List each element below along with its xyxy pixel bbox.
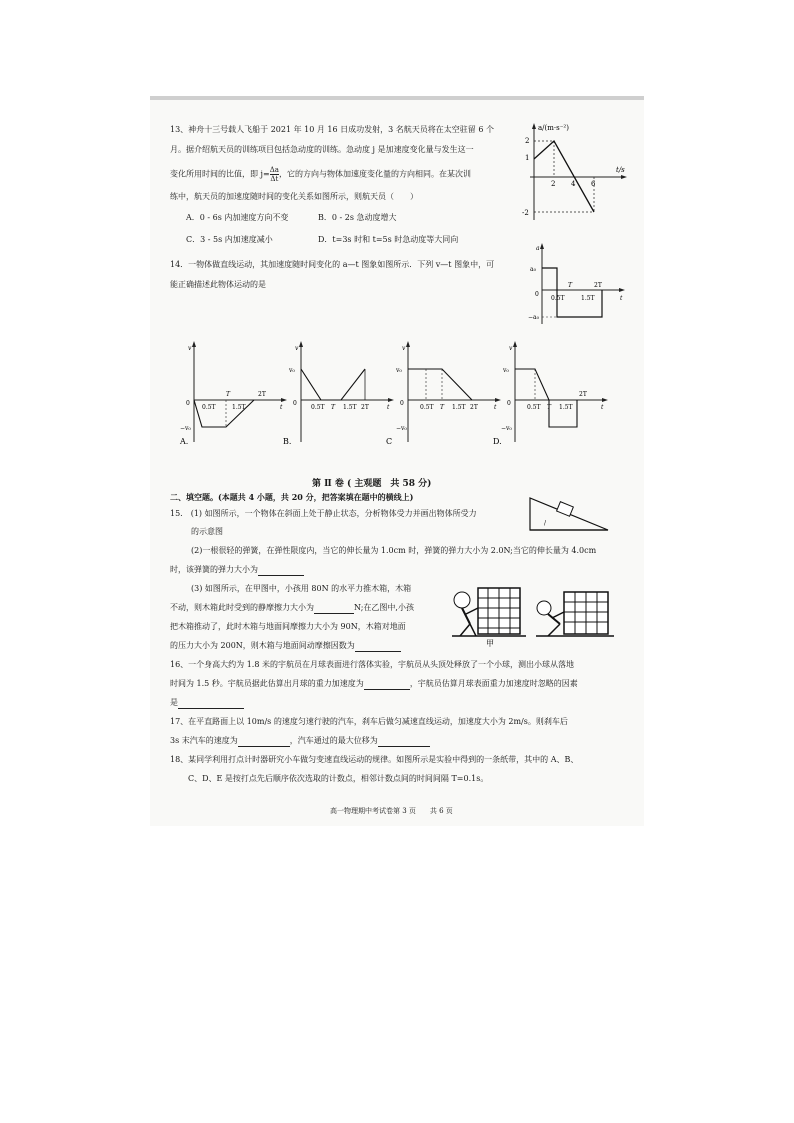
svg-text:t: t [387, 404, 390, 411]
x-axis-arrow [621, 175, 627, 179]
boy-pushing-crate-jia [452, 588, 526, 648]
svg-text:2T: 2T [579, 391, 587, 398]
svg-text:0: 0 [400, 400, 404, 407]
svg-text:t: t [601, 404, 604, 411]
svg-text:2T: 2T [470, 404, 478, 411]
label-jia: 甲 [486, 639, 494, 648]
svg-text:1.5T: 1.5T [559, 404, 573, 411]
jerk-fraction: $\frac{\Delta a}{\Delta t}$ [269, 166, 279, 183]
svg-text:T: T [226, 391, 231, 398]
svg-text:t: t [280, 404, 283, 411]
q16-line3: 是 [170, 697, 244, 709]
svg-text:0.5T: 0.5T [527, 404, 541, 411]
q17-line1: 17、在平直路面上以 10m/s 的速度匀速行驶的汽车，刹车后做匀减速直线运动，加速度大小为 2m/s。则刹车后 [170, 717, 568, 726]
svg-text:1.5T: 1.5T [581, 295, 595, 302]
svg-text:2T: 2T [258, 391, 266, 398]
page-footer: 高一物理期中考试卷第 3 页 共 6 页 [330, 807, 453, 815]
svg-text:T: T [568, 282, 573, 289]
q13-at-graph [520, 120, 630, 225]
answer-blank-friction-coefficient[interactable] [355, 640, 401, 652]
y-tick-neg2: -2 [522, 209, 529, 217]
svg-text:D.: D. [493, 437, 502, 446]
svg-text:0: 0 [293, 400, 297, 407]
answer-blank-max-displacement[interactable] [378, 735, 430, 747]
svg-text:T: T [331, 404, 336, 411]
q15-line1: 15. (1) 如图所示，一个物体在斜面上处于静止状态，分析物体受力并画出物体所受力 [170, 509, 477, 518]
svg-text:v₀: v₀ [503, 367, 509, 374]
x-tick-2: 2 [551, 180, 556, 188]
svg-text:v: v [402, 345, 406, 352]
page-top-border [150, 96, 644, 100]
svg-text:1.5T: 1.5T [452, 404, 466, 411]
q18-line2: C、D、E 是按打点先后顺序依次选取的计数点，相邻计数点间的时间间隔 T=0.1s。 [188, 774, 489, 783]
crate-push-illustration [448, 578, 618, 648]
svg-text:0: 0 [535, 291, 539, 298]
svg-text:a: a [536, 245, 540, 252]
q13-option-d[interactable]: D．t=3s 时和 t=5s 时急动度等大同向 [318, 235, 459, 244]
option-c-vt-graph[interactable] [386, 338, 504, 450]
block-on-incline [557, 502, 574, 517]
fill-in-heading: 二、填空题。(本题共 4 小题，共 20 分，把答案填在题中的横线上) [170, 492, 414, 502]
q14-line2: 能正确描述此物体运动的是 [170, 280, 266, 289]
svg-text:0.5T: 0.5T [311, 404, 325, 411]
svg-text:0: 0 [186, 400, 190, 407]
q15-3-line3: 把木箱推动了，此时木箱与地面间摩擦力大小为 90N，木箱对地面 [170, 622, 406, 631]
y-axis-arrow [532, 123, 536, 129]
section-2-title: 第 Ⅱ 卷 ( 主观题 共 58 分) [312, 479, 432, 489]
svg-text:v: v [188, 345, 192, 352]
svg-text:1.5T: 1.5T [232, 404, 246, 411]
q13-line3: 变化所用时间的比值，即 j= $\frac{\Delta a}{\Delta t}$ ，它的方向与物体加速度变化量的方向相同。在某次训 [170, 166, 471, 183]
answer-blank-spring[interactable] [258, 564, 304, 576]
svg-text:0.5T: 0.5T [551, 295, 565, 302]
q13-line4: 练中，航天员的加速度随时间的变化关系如图所示，则航天员（ ） [170, 192, 418, 201]
q15-3-line2: 不动，则木箱此时受到的静摩擦力大小为 N;在乙图中,小孩 [170, 603, 414, 612]
option-b-vt-graph[interactable] [285, 338, 397, 450]
svg-text:t: t [494, 404, 497, 411]
boy-pushing-crate-yi [536, 592, 614, 636]
q18-line1: 18、某同学利用打点计时器研究小车做匀变速直线运动的规律。如图所示是实验中得到的一条纸带，其中的 A、B、 [170, 755, 579, 764]
answer-blank-car-speed[interactable] [238, 735, 290, 747]
svg-text:C: C [386, 437, 393, 446]
svg-text:/: / [544, 520, 547, 527]
q13-line1: 13、神舟十三号载人飞船于 2021 年 10 月 16 日成功发射，3 名航天员将在太空驻留 6 个 [170, 125, 494, 134]
svg-text:v: v [295, 345, 299, 352]
svg-text:−a₀: −a₀ [528, 314, 540, 321]
acceleration-steps [542, 268, 602, 317]
svg-text:0.5T: 0.5T [420, 404, 434, 411]
y-tick-1: 1 [525, 154, 530, 162]
svg-text:2T: 2T [594, 282, 602, 289]
svg-text:a₀: a₀ [530, 266, 536, 273]
x-axis-label: t/s [616, 166, 625, 174]
q13-line2: 月。据介绍航天员的训练项目包括急动度的训练。急动度 j 是加速度变化量与发生这一 [170, 145, 474, 154]
svg-text:−v₀: −v₀ [396, 425, 407, 432]
svg-text:1.5T: 1.5T [343, 404, 357, 411]
answer-blank-neglected-factor[interactable] [178, 697, 244, 709]
q13-option-a[interactable]: A．0 - 6s 内加速度方向不变 [186, 213, 289, 222]
q15-line2: 的示意图 [191, 527, 223, 536]
q16-line1: 16、一个身高大约为 1.8 米的宇航员在月球表面进行落体实验，宇航员从头顶处释放了一个小球，测出小球从落地 [170, 660, 574, 669]
y-tick-2: 2 [525, 137, 530, 145]
svg-text:T: T [547, 404, 552, 411]
svg-text:−v₀: −v₀ [180, 425, 191, 432]
q16-line2: 时间为 1.5 秒。宇航员据此估算出月球的重力加速度为 ，宇航员估算月球表面重力加速度时忽略的因素 [170, 679, 578, 688]
answer-blank-moon-gravity[interactable] [364, 678, 410, 690]
q15-2-line2: 时，该弹簧的弹力大小为 [170, 564, 304, 576]
x-tick-4: 4 [571, 180, 576, 188]
svg-text:0: 0 [507, 400, 511, 407]
q15-3-line4: 的压力大小为 200N，则木箱与地面间动摩擦因数为 [170, 640, 401, 652]
svg-text:A.: A. [180, 437, 189, 446]
svg-text:−v₀: −v₀ [501, 425, 512, 432]
q15-3-line1: (3) 如图所示，在甲图中，小孩用 80N 的水平力推木箱，木箱 [191, 584, 412, 593]
svg-text:v₀: v₀ [396, 367, 402, 374]
svg-text:v₀: v₀ [289, 367, 295, 374]
svg-text:t: t [620, 295, 623, 302]
svg-text:2T: 2T [361, 404, 369, 411]
svg-text:B.: B. [283, 437, 292, 446]
svg-text:v: v [509, 345, 513, 352]
option-a-vt-graph[interactable] [178, 338, 290, 450]
option-d-vt-graph[interactable] [493, 338, 611, 450]
q15-2-line1: (2)一根很轻的弹簧，在弹性限度内，当它的伸长量为 1.0cm 时，弹簧的弹力大小为 2.0N;当它的伸长量为 4.0cm [191, 546, 597, 555]
x-tick-6: 6 [591, 180, 596, 188]
svg-text:T: T [440, 404, 445, 411]
q17-line2: 3s 末汽车的速度为 ，汽车通过的最大位移为 [170, 735, 430, 747]
answer-blank-static-friction[interactable] [314, 602, 354, 614]
svg-text:0.5T: 0.5T [202, 404, 216, 411]
incline-diagram [528, 492, 610, 534]
q14-line1: 14．一物体做直线运动，其加速度随时间变化的 a—t 图象如图所示．下列 v—t 图象中，可 [170, 260, 495, 269]
q14-at-graph [528, 242, 628, 327]
q13-option-c[interactable]: C．3 - 5s 内加速度减小 [186, 235, 273, 244]
q13-option-b[interactable]: B．0 - 2s 急动度增大 [318, 213, 397, 222]
y-axis-label: a/(m·s⁻²) [538, 124, 569, 132]
